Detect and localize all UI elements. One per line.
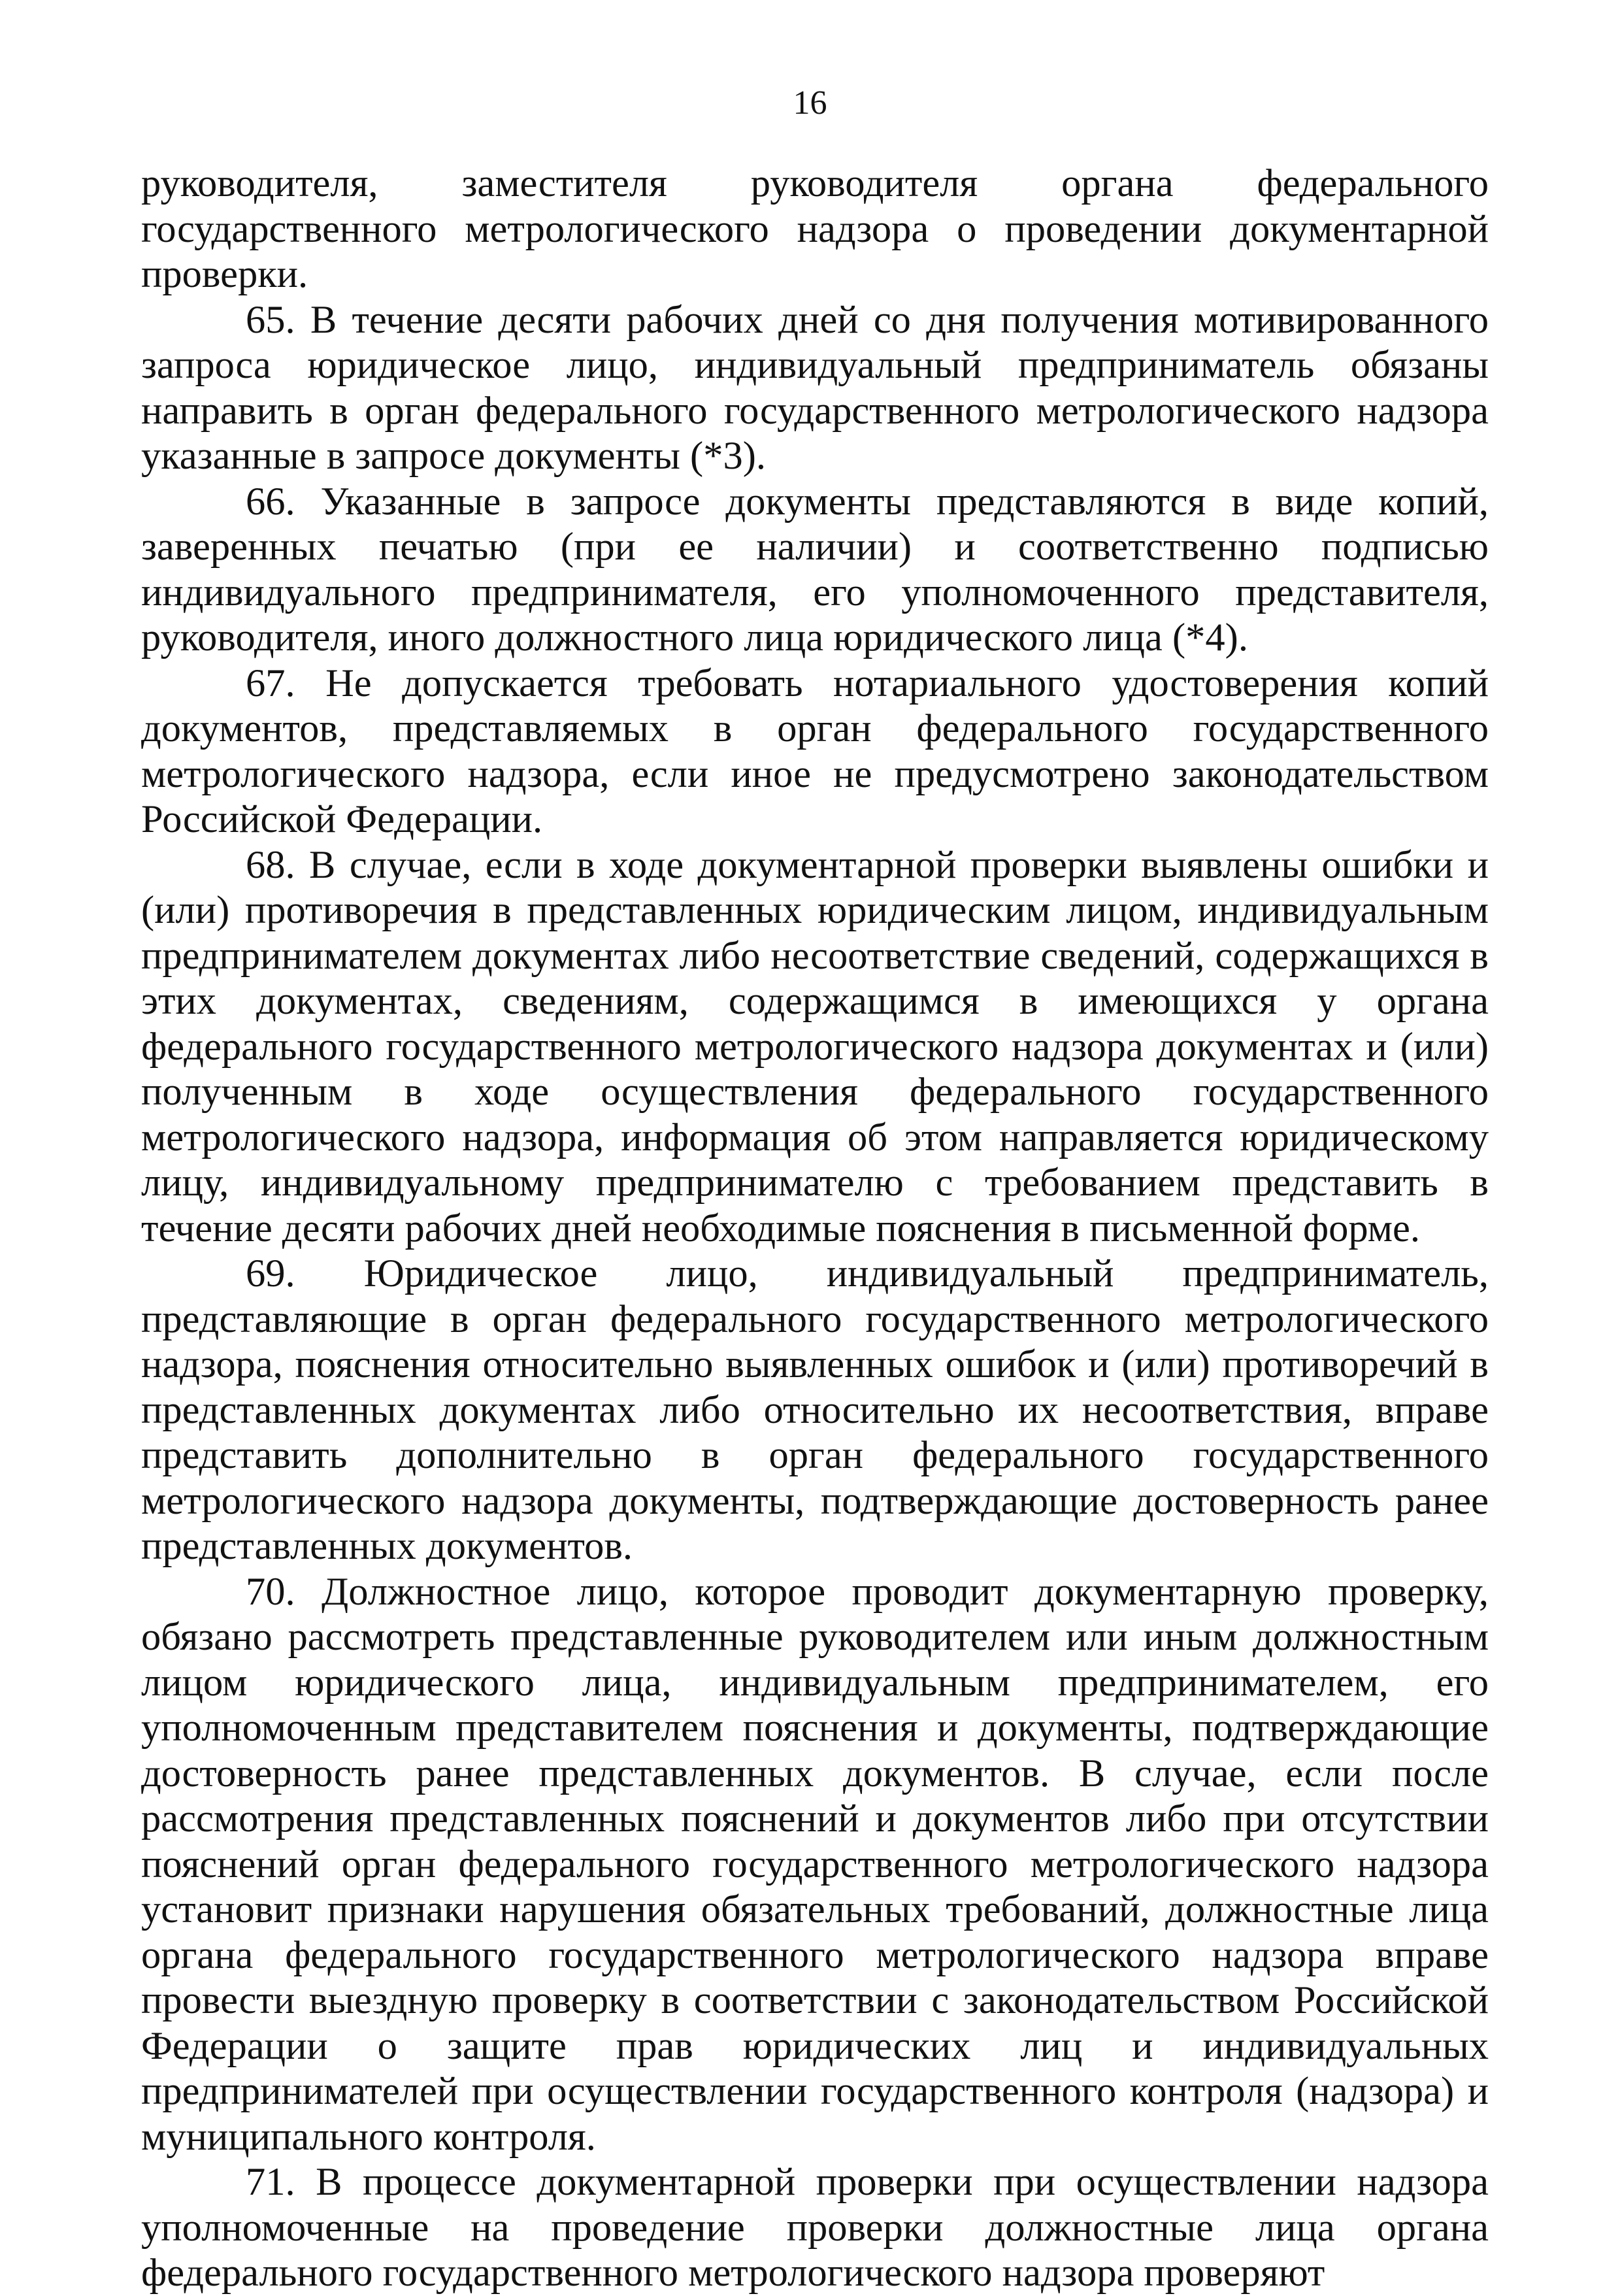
paragraph-70: 70. Должностное лицо, которое проводит документарную проверку, обязано рассмотреть представленные руководителем или иным должностным лицом юридического лица, индивидуальным предпринимателем, его уполномоченным представителем пояснения и документы, подтверждающие достоверность ранее представленных документов. В случае, если после рассмотрения представленных пояснений и документов либо при отсутствии пояснений орган федерального государственного метрологического надзора установит признаки нарушения обязательных требований, должностные лица органа федерального государственного метрологического надзора вправе провести выездную проверку в соответствии с законодательством Российской Федерации о защите прав юридических лиц и индивидуальных предпринимателей при осуществлении государственного контроля (надзора) и муниципального контроля. [141,1569,1489,2159]
page-number: 16 [793,84,827,122]
paragraph-66: 66. Указанные в запросе документы представляются в виде копий, заверенных печатью (при ее наличии) и соответственно подписью индивидуального предпринимателя, его уполномоченного представителя, руководителя, иного должностного лица юридического лица (*4). [141,479,1489,659]
document-body [141,161,1489,2296]
paragraph-67: 67. Не допускается требовать нотариального удостоверения копий документов, представляемых в орган федерального государственного метрологического надзора, если иное не предусмотрено законодательством Российской Федерации. [141,661,1489,841]
paragraph-continuation: руководителя, заместителя руководителя органа федерального государственного метрологического надзора о проведении документарной проверки. [141,161,1489,296]
paragraph-68: 68. В случае, если в ходе документарной проверки выявлены ошибки и (или) противоречия в представленных юридическим лицом, индивидуальным предпринимателем документах либо несоответствие сведений, содержащихся в этих документах, сведениям, содержащимся в имеющихся у органа федерального государственного метрологического надзора документах и (или) полученным в ходе осуществления федерального государственного метрологического надзора, информация об этом направляется юридическому лицу, индивидуальному предпринимателю с требованием представить в течение десяти рабочих дней необходимые пояснения в письменной форме. [141,842,1489,1250]
paragraph-69: 69. Юридическое лицо, индивидуальный предприниматель, представляющие в орган федерального государственного метрологического надзора, пояснения относительно выявленных ошибок и (или) противоречий в представленных документах либо относительно их несоответствия, вправе представить дополнительно в орган федерального государственного метрологического надзора документы, подтверждающие достоверность ранее представленных документов. [141,1252,1489,1568]
paragraph-71: 71. В процессе документарной проверки при осуществлении надзора уполномоченные на проведение проверки должностные лица органа федерального государственного метрологического надзора проверяют [141,2160,1489,2295]
paragraph-65: 65. В течение десяти рабочих дней со дня получения мотивированного запроса юридическое лицо, индивидуальный предприниматель обязаны направить в орган федерального государственного метрологического надзора указанные в запросе документы (*3). [141,297,1489,478]
